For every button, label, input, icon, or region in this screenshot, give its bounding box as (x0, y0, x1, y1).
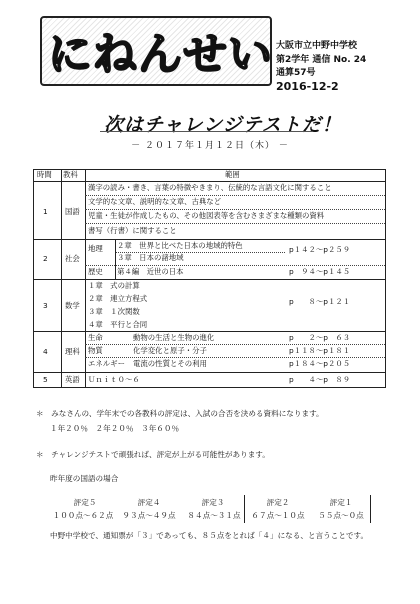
header-scope: 範囲 (225, 170, 240, 179)
page-range: p ８～p１２１ (289, 297, 351, 306)
grade-range: ５５点～０点 (318, 511, 364, 520)
row-subject: 英語 (65, 375, 80, 384)
row-subject: 社会 (65, 254, 80, 263)
header-subject: 教科 (63, 170, 78, 179)
scope-area: 地理 (88, 244, 103, 253)
dotted-divider (85, 223, 385, 224)
row-time: 4 (43, 347, 48, 356)
headline-underline (100, 131, 312, 132)
newsletter-title: にねんせい (48, 29, 273, 80)
row-subject: 理科 (65, 347, 80, 356)
header-time: 時間 (37, 170, 52, 179)
scope-line: ２章 世界と比べた日本の地域的特色 (117, 241, 243, 250)
scope-area: 物質 (88, 346, 103, 355)
note-evaluation: ＊ みなさんの、学年末での各教科の評定は、入試の合否を決める資料になります。 (36, 409, 324, 418)
table-vline (61, 169, 62, 388)
table-vline (385, 169, 386, 388)
grade-range: ６７点～１０点 (251, 511, 305, 520)
grade-label: 評定２ (266, 498, 290, 507)
grade-range: １００点～６２点 (52, 511, 114, 520)
cumulative-issue: 通算57号 (276, 68, 316, 78)
test-scope-table (33, 169, 385, 389)
row-subject: 数学 (65, 301, 80, 310)
page-range: p１８４～p２０５ (289, 359, 351, 368)
row-subject: 国語 (65, 207, 80, 216)
page-range: p１１８～p１８１ (289, 346, 351, 355)
headline: 次はチャレンジテストだ！ (104, 114, 342, 136)
grade-label: 評定４ (137, 498, 161, 507)
row-time: 3 (43, 301, 48, 310)
row-time: 2 (43, 254, 48, 263)
scope-area: 生命 (88, 333, 103, 342)
page-range: p ４～p ８９ (289, 375, 351, 384)
history-title: 昨年度の国語の場合 (50, 474, 119, 483)
school-name: 大阪市立中野中学校 (276, 41, 358, 51)
scope-line: Ｕｎｉｔ０～６ (88, 375, 140, 384)
scope-line: 児童・生徒が作成したもの、その他図表等を含むさまざまな種類の資料 (88, 211, 325, 220)
scope-area: エネルギー (88, 359, 125, 368)
scope-line: 動物の生活と生物の進化 (133, 333, 215, 342)
dotted-divider (115, 252, 285, 253)
dotted-divider (85, 357, 385, 358)
scope-line: 電流の性質とその利用 (133, 359, 207, 368)
scope-line: 書写（行書）に関すること (88, 226, 177, 235)
scope-line: 文学的な文章、説明的な文章、古典など (88, 197, 222, 206)
table-vline (33, 169, 34, 388)
sub-vline (115, 239, 116, 279)
page-range: p ９４～p１４５ (289, 267, 351, 276)
grade-label: 評定１ (329, 498, 353, 507)
scope-line: 第４編 近世の日本 (117, 267, 184, 276)
dotted-divider (85, 209, 385, 210)
scope-line: ３章 日本の諸地域 (117, 253, 184, 262)
scope-line: ３章 １次関数 (88, 307, 140, 316)
row-time: 5 (43, 375, 48, 384)
scope-line: ２章 連立方程式 (88, 294, 148, 303)
threshold-divider (244, 495, 245, 523)
scope-area: 歴史 (88, 267, 103, 276)
note-challenge: ＊ チャレンジテストで頑張れば、評定が上がる可能性があります。 (36, 450, 270, 459)
dotted-divider (85, 344, 385, 345)
page-range: p ２～p ６３ (289, 333, 351, 342)
threshold-divider (370, 495, 371, 523)
grade-label: 評定３ (201, 498, 225, 507)
dotted-divider (85, 265, 385, 266)
table-vline (85, 169, 86, 388)
conclusion: 中野中学校で、通知票が「３」であっても、８５点をとれば「４」になる、と言うことです。 (50, 531, 369, 540)
dotted-divider (85, 195, 385, 196)
grade-range: ９３点～４９点 (122, 511, 176, 520)
scope-line: 化学変化と原子・分子 (133, 346, 207, 355)
test-date: － ２０１７年１月１２日（木） － (131, 141, 289, 151)
grade-issue-line: 第2学年 通信 No. 24 (276, 55, 367, 65)
grade-label: 評定５ (73, 498, 97, 507)
scope-line: １章 式の計算 (88, 281, 140, 290)
issue-date: 2016-12-2 (276, 80, 339, 93)
note-weights: １年２０％ ２年２０％ ３年６０％ (50, 424, 180, 433)
row-time: 1 (43, 207, 48, 216)
page-range: p１４２～p２５９ (289, 245, 351, 254)
grade-range: ８４点～３１点 (187, 511, 241, 520)
scope-line: ４章 平行と合同 (88, 320, 148, 329)
scope-line: 漢字の読み・書き、言葉の特徴やきまり、伝統的な言語文化に関すること (88, 183, 332, 192)
